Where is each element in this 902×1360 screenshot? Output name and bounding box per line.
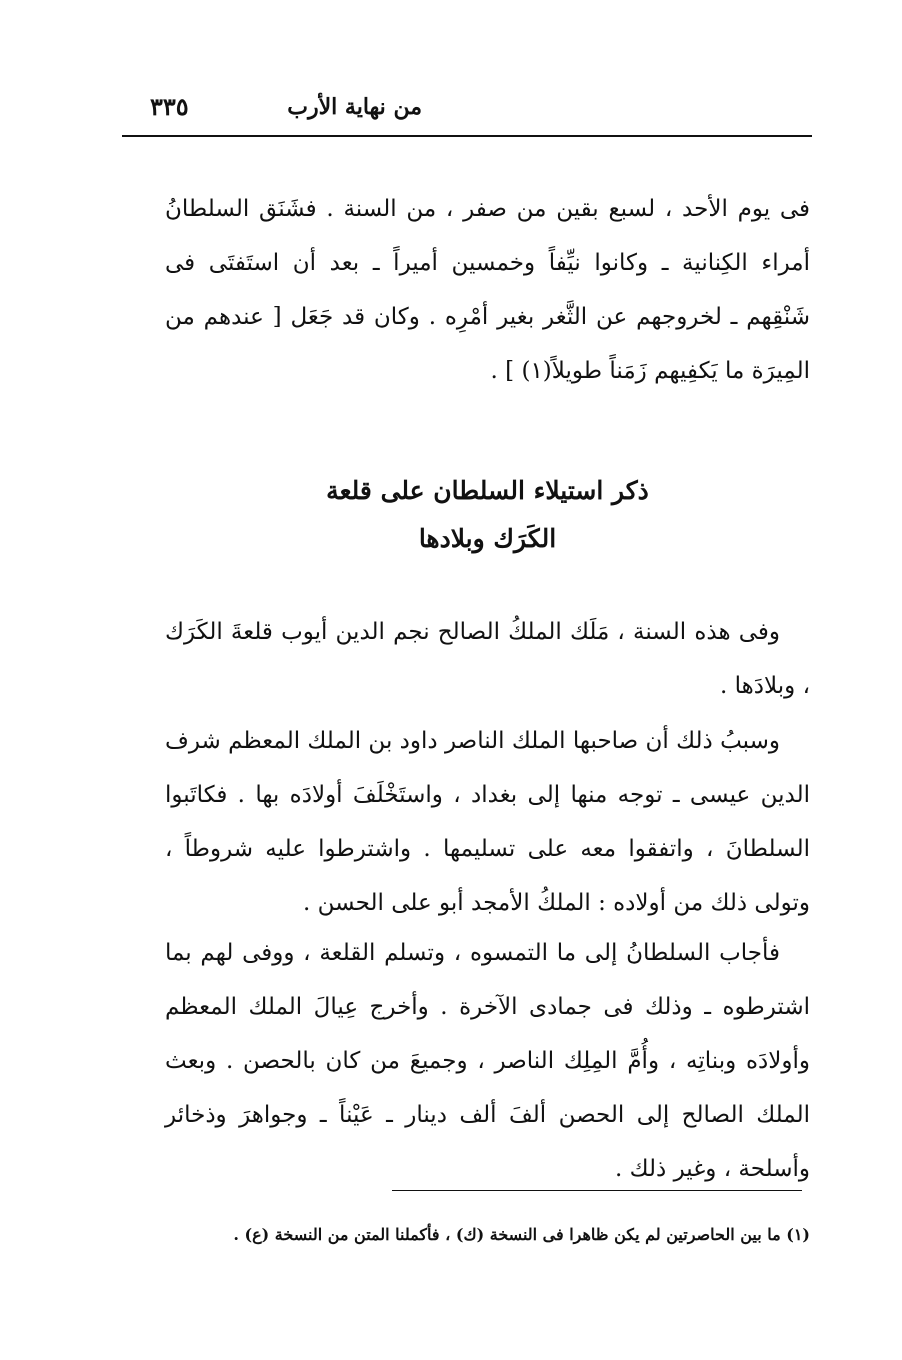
section-heading-line-1: ذكر استيلاء السلطان على قلعة <box>326 476 649 505</box>
paragraph-4: فأجاب السلطانُ إلى ما التمسوه ، وتسلم القلعة ، ووفى لهم بما اشترطوه ـ وذلك فى جمادى الآخرة . وأخرج عِيالَ الملك المعظم وأولادَه وبناتِه ، وأُمَّ المِلِك الناصر ، وجميعَ من كان بالحصن . وبعث الملك الصالح إلى الحصن ألفَ ألف دينار ـ عَيْناً ـ وجواهرَ وذخائر وأسلحة ، وغير ذلك . <box>165 940 810 1182</box>
running-header <box>120 92 812 132</box>
footnote: (١) ما بين الحاصرتين لم يكن ظاهرا فى النسخة (ك) ، فأكملنا المتن من النسخة (ع) . <box>233 1225 810 1244</box>
header-rule <box>122 135 812 137</box>
section-heading-line-2: الكَرَك وبلادها <box>418 524 557 553</box>
paragraph-2: وفى هذه السنة ، مَلَك الملكُ الصالح نجم الدين أيوب قلعةَ الكَرَك ، وبلادَها . <box>165 619 810 699</box>
paragraph-3: وسببُ ذلك أن صاحبها الملك الناصر داود بن الملك المعظم شرف الدين عيسى ـ توجه منها إلى بغداد ، واستَخْلَفَ أولادَه بها . فكاتَبوا السلطانَ ، واتفقوا معه على تسليمها . واشترطوا عليه شروطاً ، وتولى ذلك من أولاده : الملكُ الأمجد أبو على الحسن . <box>165 728 810 916</box>
footnote-rule <box>392 1190 802 1191</box>
running-title: من نهاية الأرب <box>287 94 422 120</box>
page-number: ٣٣٥ <box>150 92 189 121</box>
paragraph-1: فى يوم الأحد ، لسبع بقين من صفر ، من السنة . فشَنَق السلطانُ أمراء الكِنانية ـ وكانوا نيِّفاً وخمسين أميراً ـ بعد أن استَفتَى فى شَنْقِهم ـ لخروجهم عن الثَّغر بغير أمْرِه . وكان قد جَعَل [ عندهم من المِيرَة ما يَكفِيهم زَمَناً طويلاً(١) ] . <box>165 196 810 384</box>
